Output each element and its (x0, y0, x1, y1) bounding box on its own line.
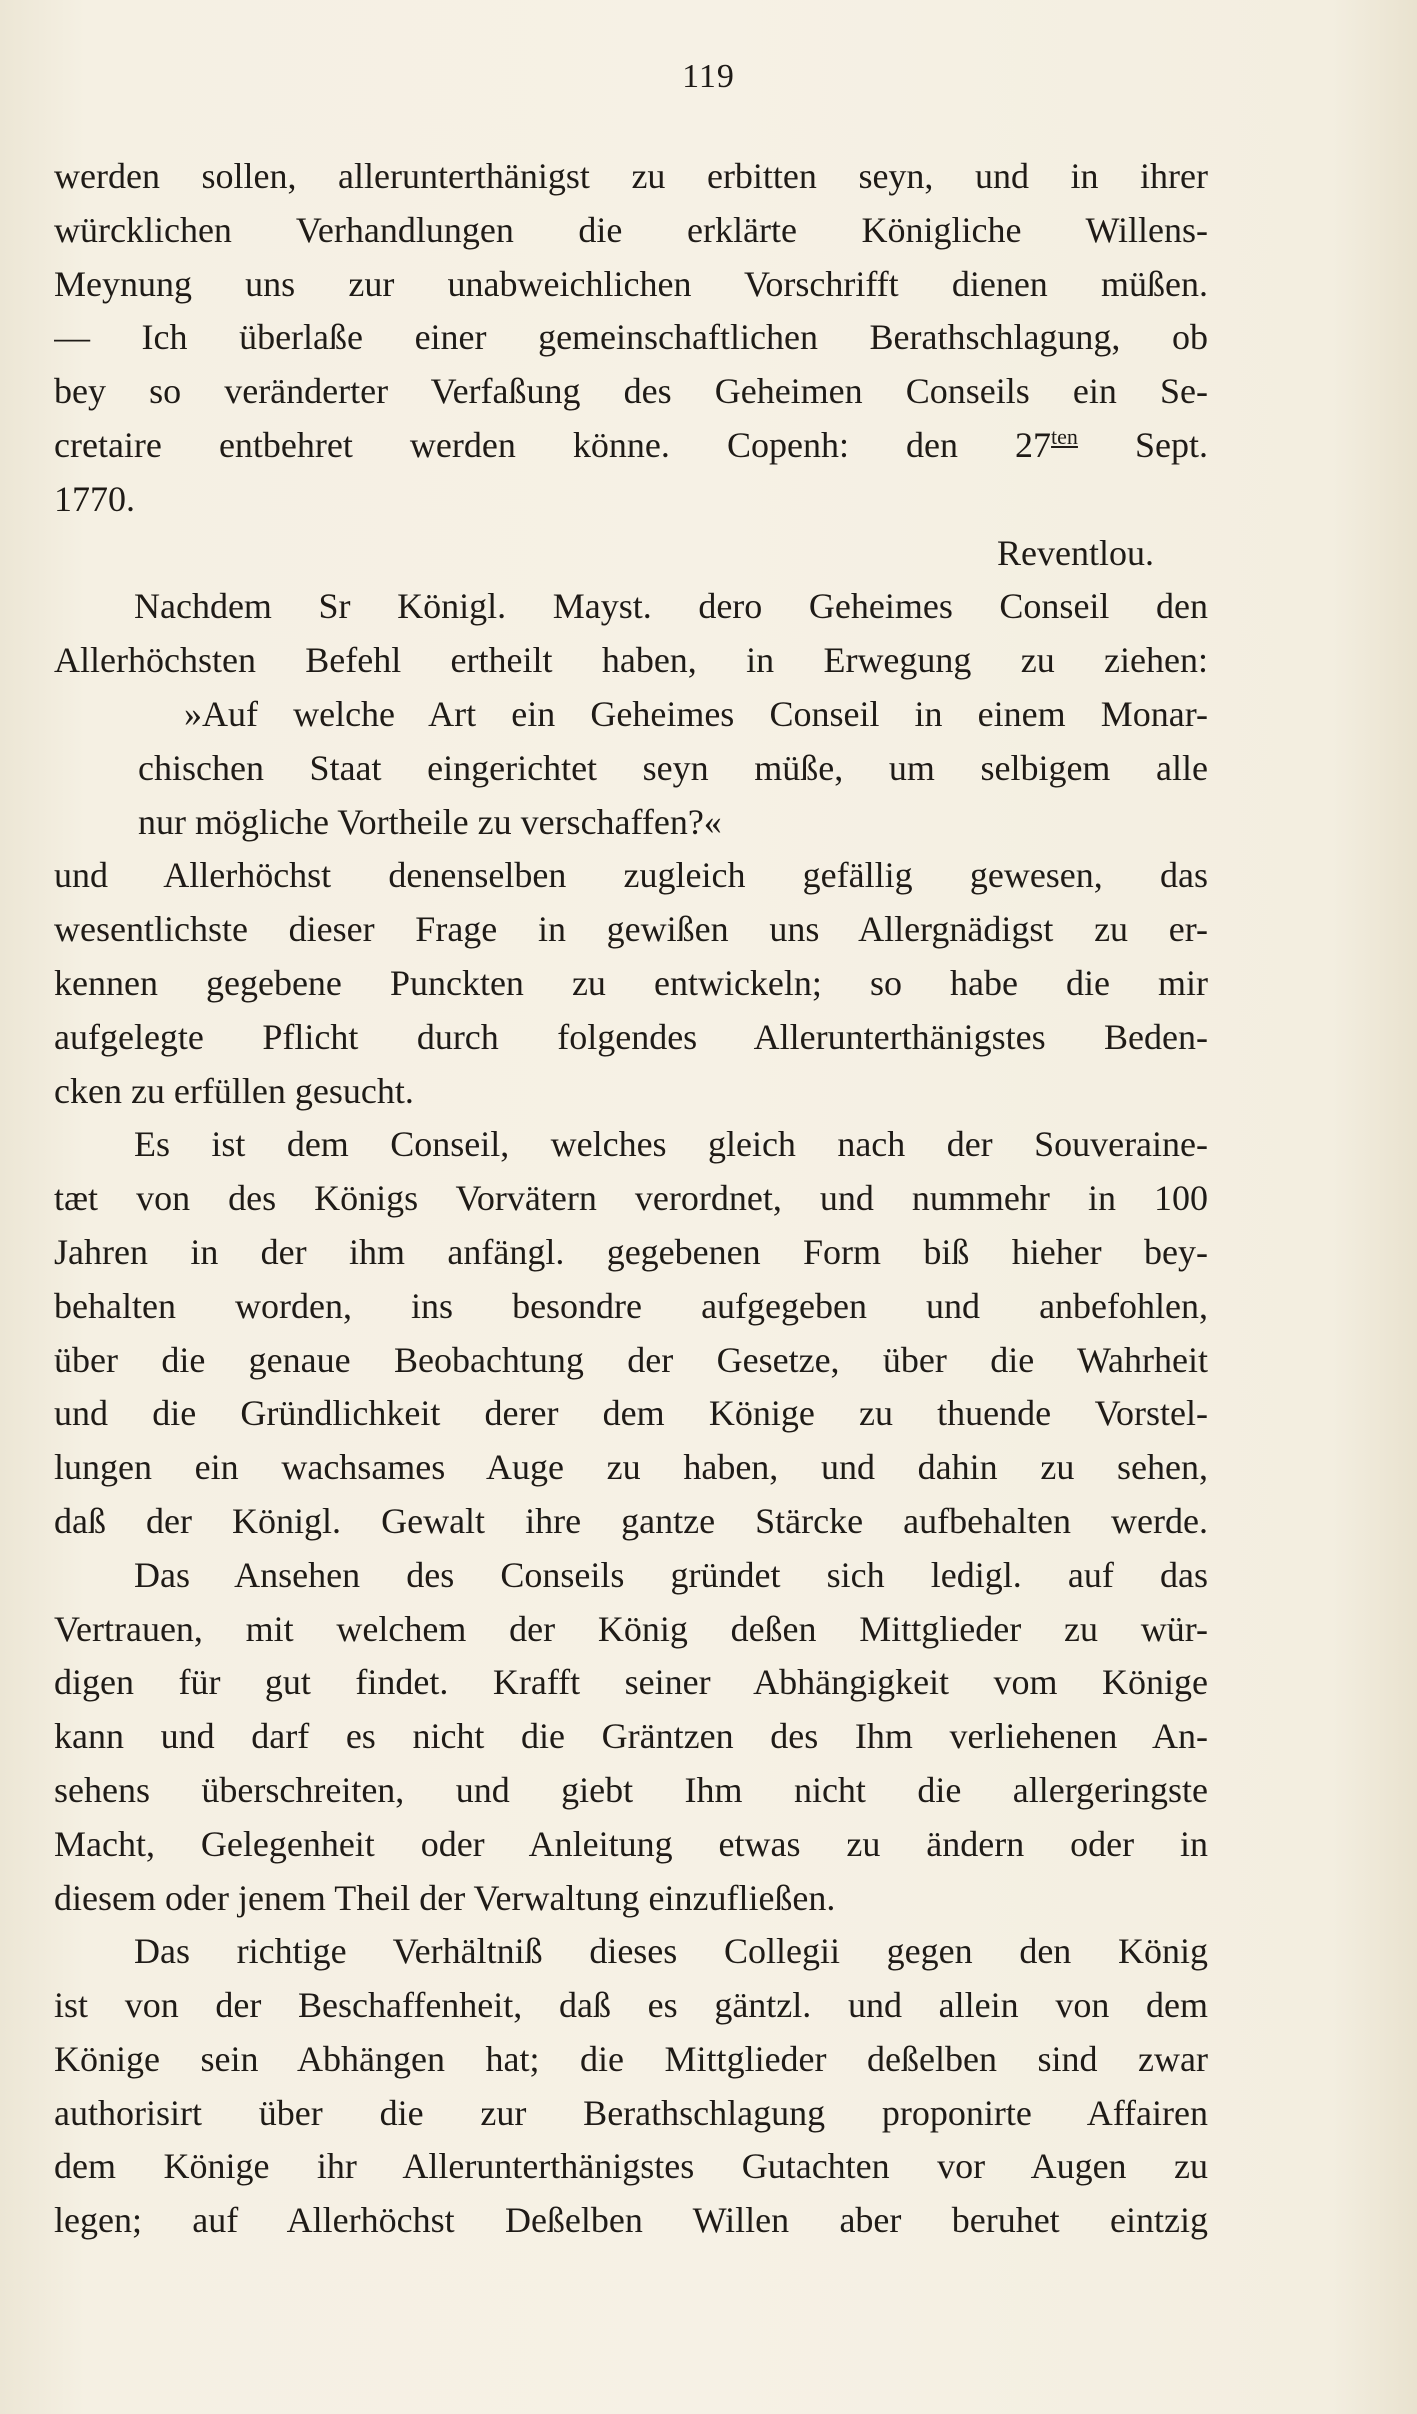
text-line: lungen ein wachsames Auge zu haben, und dahin zu sehen, (54, 1447, 1208, 1488)
text-line: Könige sein Abhängen hat; die Mittglieder deßelben sind zwar (54, 2038, 1208, 2079)
text-line: legen; auf Allerhöchst Deßelben Willen aber beruhet eintzig (54, 2200, 1208, 2241)
text-line-date (54, 419, 1208, 473)
text-line: werden sollen, allerunterthänigst zu erbitten seyn, und in ihrer (54, 156, 1208, 196)
text-line: — Ich überlaße einer gemeinschaftlichen Berathschlagung, ob (54, 317, 1208, 358)
text-line: diesem oder jenem Theil der Verwaltung einzufließen. (54, 1877, 836, 1918)
date-month: Sept. (1135, 424, 1208, 465)
text-line: und Allerhöchst denenselben zugleich gefällig gewesen, das (54, 855, 1208, 896)
signature: Reventlou. (997, 532, 1154, 573)
text-line: Das richtige Verhältniß dieses Collegii gegen den König (134, 1931, 1208, 1972)
text-line: authorisirt über die zur Berathschlagung proponirte Affairen (54, 2092, 1208, 2133)
text-line: Meynung uns zur unabweichlichen Vorschrifft dienen müßen. (54, 263, 1208, 304)
text-line: behalten worden, ins besondre aufgegeben und anbefohlen, (54, 1285, 1208, 1326)
text-line: Es ist dem Conseil, welches gleich nach der Souveraine- (134, 1124, 1208, 1165)
text-line: ist von der Beschaffenheit, daß es gäntzl. und allein von dem (54, 1985, 1208, 2026)
text-line: cken zu erfüllen gesucht. (54, 1070, 414, 1111)
body-text (54, 150, 1208, 2248)
text-line: Das Ansehen des Conseils gründet sich ledigl. auf das (134, 1554, 1208, 1595)
text-line: kennen gegebene Punckten zu entwickeln; so habe die mir (54, 962, 1208, 1003)
date-superscript: ten (1051, 423, 1078, 449)
text-line: wesentlichste dieser Frage in gewißen uns Allergnädigst zu er- (54, 909, 1208, 950)
text-line: Nachdem Sr Königl. Mayst. dero Geheimes Conseil den (134, 586, 1208, 627)
date-text: cretaire entbehret werden könne. Copenh: den 27 (54, 424, 1052, 465)
text-line: dem Könige ihr Allerunterthänigstes Gutachten vor Augen zu (54, 2146, 1208, 2187)
quote-line: chischen Staat eingerichtet seyn müße, um selbigem alle (138, 747, 1208, 788)
text-line: und die Gründlichkeit derer dem Könige zu thuende Vorstel- (54, 1393, 1208, 1434)
text-line: über die genaue Beobachtung der Gesetze, über die Wahrheit (54, 1339, 1208, 1380)
text-line: sehens überschreiten, und giebt Ihm nicht die allergeringste (54, 1769, 1208, 1810)
text-line: Macht, Gelegenheit oder Anleitung etwas zu ändern oder in (54, 1823, 1208, 1864)
text-line: Vertrauen, mit welchem der König deßen Mittglieder zu wür- (54, 1608, 1208, 1649)
text-line: Jahren in der ihm anfängl. gegebenen Form biß hieher bey- (54, 1231, 1208, 1272)
quote-line: »Auf welche Art ein Geheimes Conseil in einem Monar- (184, 693, 1208, 734)
text-line: bey so veränderter Verfaßung des Geheimen Conseils ein Se- (54, 371, 1208, 412)
text-line: Allerhöchsten Befehl ertheilt haben, in Erwegung zu ziehen: (54, 640, 1208, 681)
text-line: 1770. (54, 478, 135, 519)
text-line: aufgelegte Pflicht durch folgendes Allerunterthänigstes Beden- (54, 1016, 1208, 1057)
text-line: würcklichen Verhandlungen die erklärte Königliche Willens- (54, 209, 1208, 250)
quote-line: nur mögliche Vortheile zu verschaffen?« (138, 801, 722, 842)
text-line: kann und darf es nicht die Gräntzen des Ihm verliehenen An- (54, 1716, 1208, 1757)
text-line: digen für gut findet. Krafft seiner Abhängigkeit vom Könige (54, 1662, 1208, 1703)
text-line: daß der Königl. Gewalt ihre gantze Stärcke aufbehalten werde. (54, 1500, 1208, 1541)
page-number: 119 (682, 58, 735, 95)
text-line: tæt von des Königs Vorvätern verordnet, und nummehr in 100 (54, 1178, 1208, 1219)
